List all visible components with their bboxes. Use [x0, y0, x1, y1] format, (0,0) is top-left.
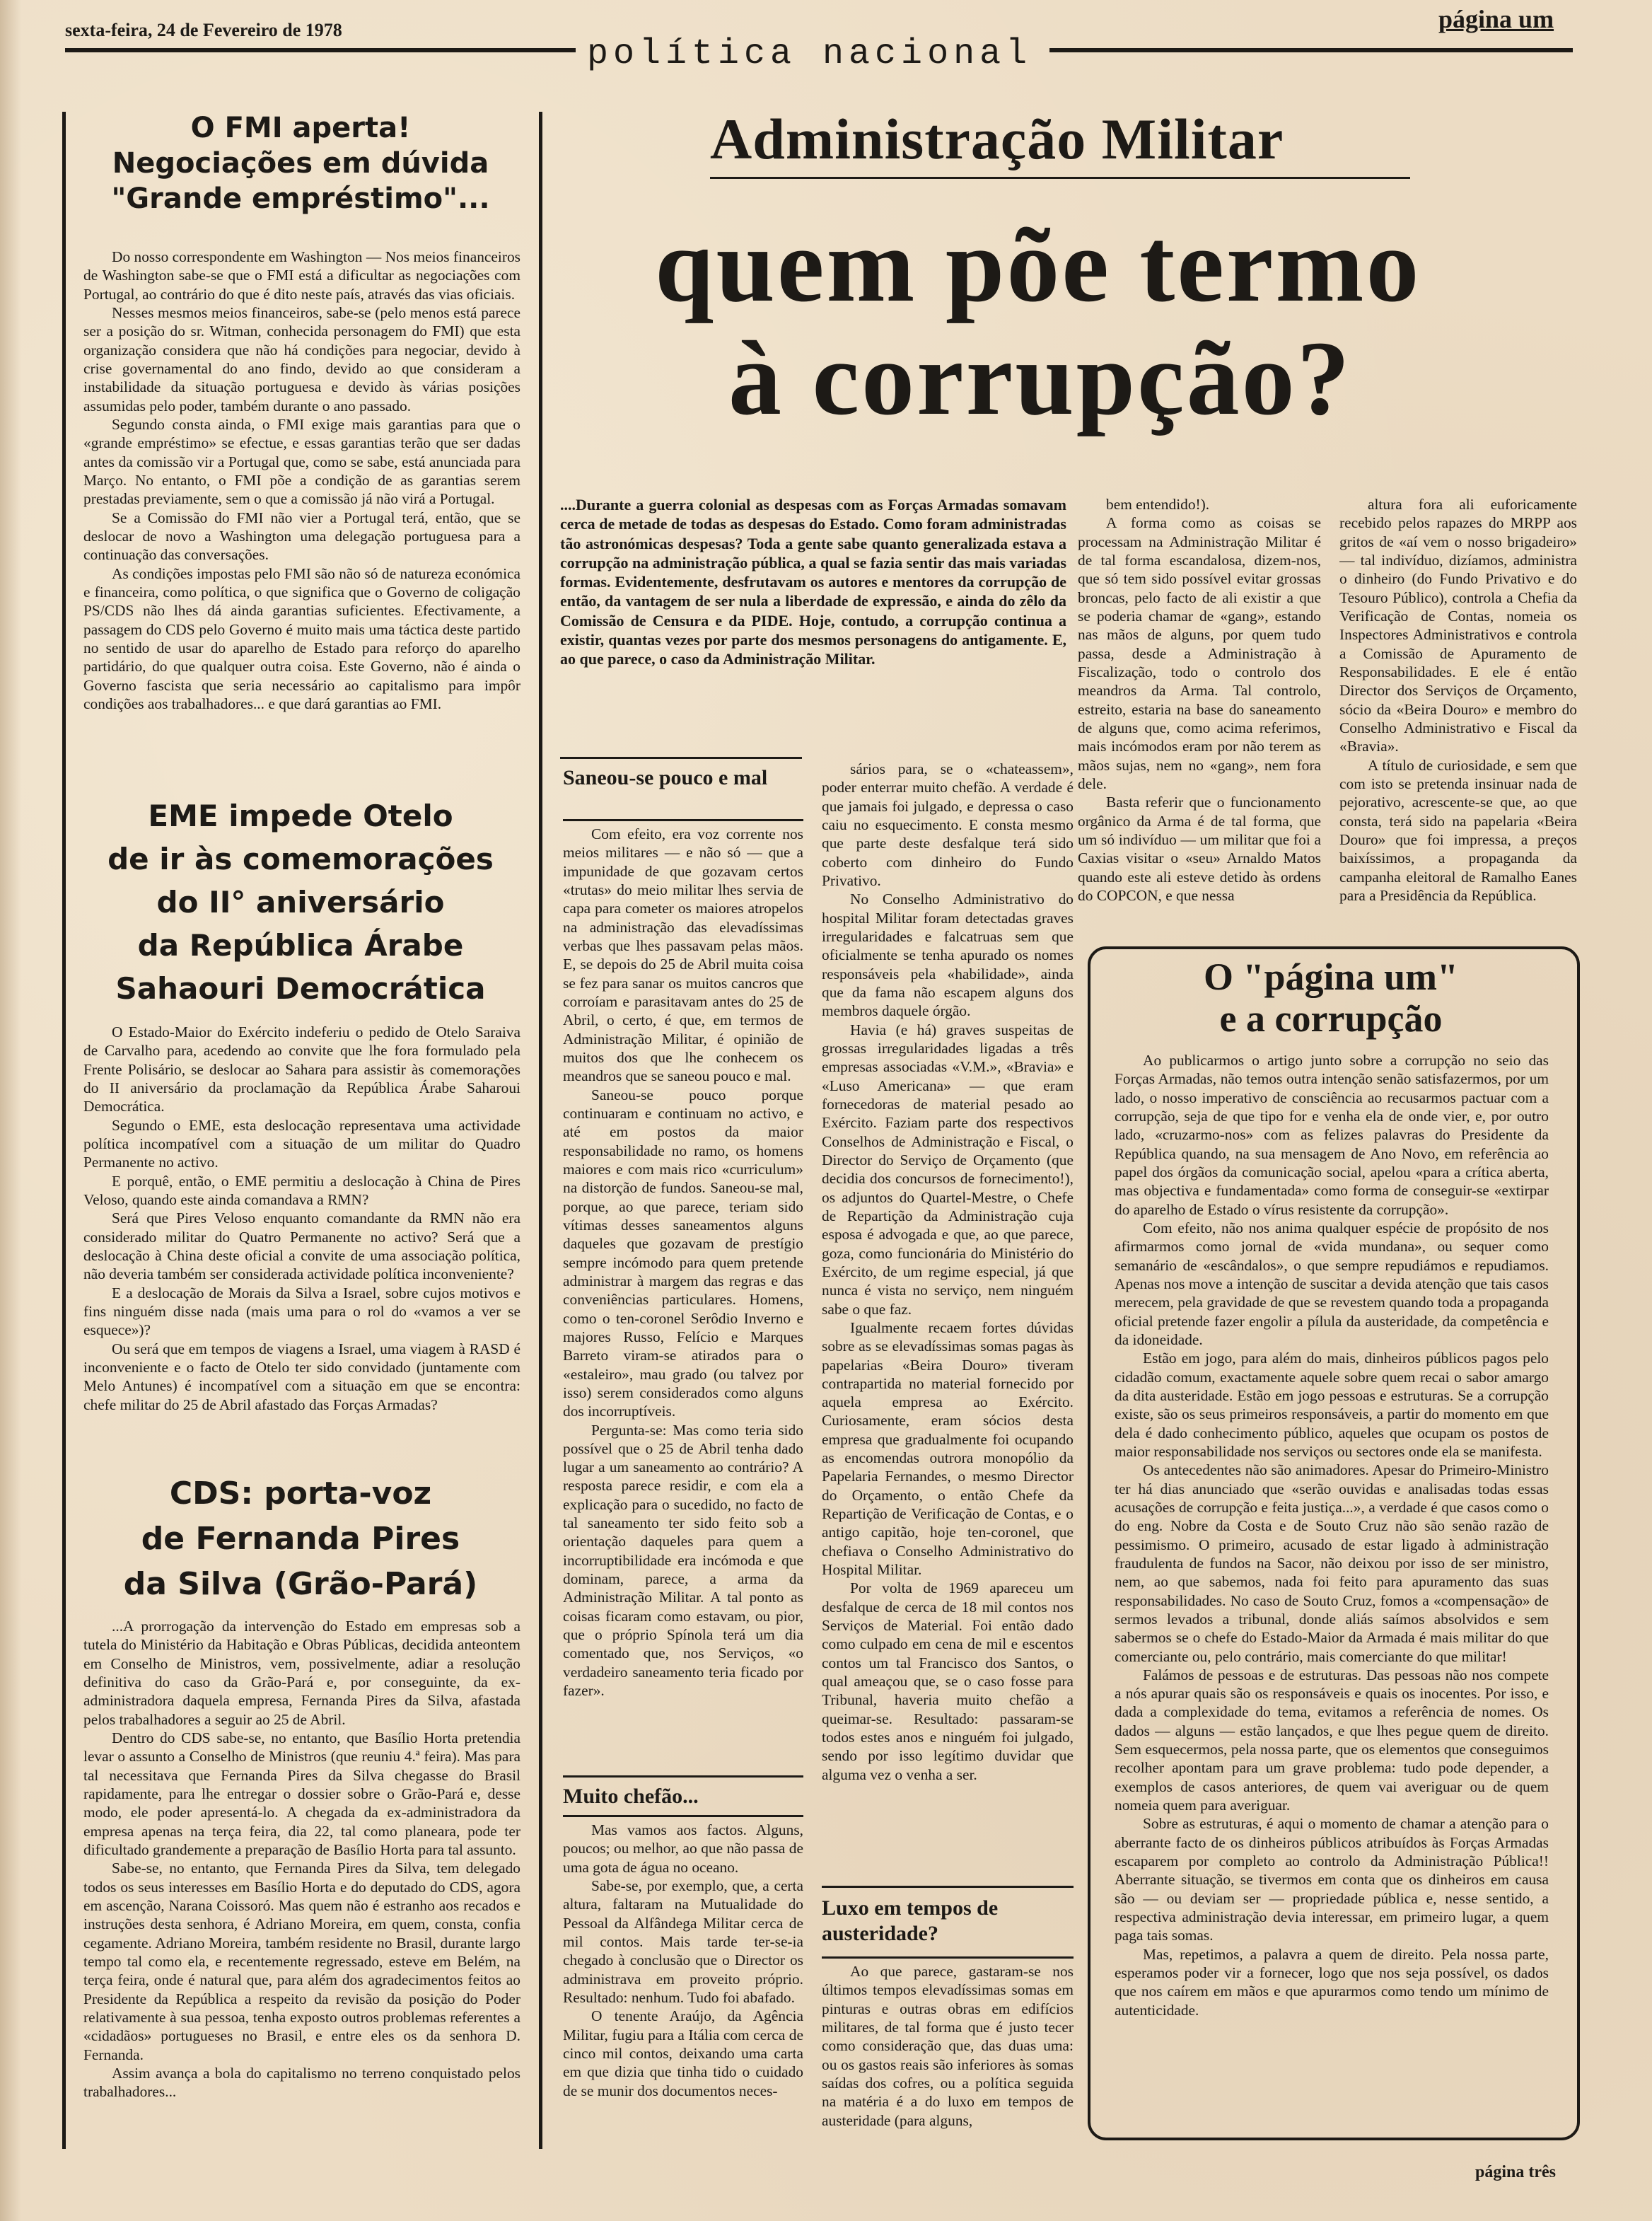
- cds-headline-line: de Fernanda Pires: [141, 1520, 460, 1557]
- eme-headline-line: de ir às comemorações: [107, 841, 494, 876]
- fmi-paragraph: As condições impostas pelo FMI são não só de natureza económica e financeira, como política, o que significa que o Governo de coligação PS/CDS não lhes dá ainda garantias suficientes. Efectivamente, a passagem do CDS pelo Governo é muito mais uma táctica deste partido no sentido de usar do aparelho de Estado para reforço do aparelho partidário, do que qualquer outra coisa. Este Governo, não é ainda o Governo fascista que seria necessário ao capitalismo para impôr condições aos trabalhadores... e que dará garantias ao FMI.: [83, 564, 520, 712]
- col1-paragraph: O tenente Araújo, da Agência Militar, fugiu para a Itália com cerca de cinco mil contos, deixando uma carta em que dizia que tinha tido o cuidado de se munir dos documentos neces-: [563, 2007, 803, 2099]
- eme-headline-line: do II° aniversário: [156, 884, 445, 920]
- cds-paragraph: Sabe-se, no entanto, que Fernanda Pires da Silva, tem delegado todos os seus interesses em Basílio Horta e do deputado do CDS, agora em ascenção, Narana Coissoró. Mas quem não é estranho aos recados e instruções desta senhora, é Adriano Moreira, em quem, consta, confia cegamente. Adriano Moreira, também residente no Brasil, durante largo tempo tal como ela, e recentemente regressado, esteve em Belém, na terça feira, onde é natural que, para além dos agradecimentos feitos ao Presidente da República a respeito da revisão da posição do Poder relativamente à sua pessoa, tenha exposto outros problemas referentes a «cidadãos» portugueses no Brasil, e entre eles os da senhora D. Fernanda.: [83, 1860, 520, 2063]
- col2-paragraph: Havia (e há) graves suspeitas de grossas irregularidades ligadas a três empresas associadas «V.M.», «Bravia» e «Luso Americana» — que eram fornecedoras de material pesado ao Exército. Faziam parte dos respectivos Conselhos de Administração e Fiscal, o Director do Serviço de Orçamento (que decidia dos concursos de fornecimento!), os adjuntos do Quartel-Mestre, o Chefe de Repartição da Administração cuja esposa é advogada e que, ao que parece, goza, como funcionária do Ministério do Exército, de um regime especial, já que nunca é vista no serviço, nem ninguém sabe o que faz.: [822, 1021, 1074, 1318]
- header-rule-right: [1049, 48, 1573, 52]
- left-column-rule-inner: [539, 112, 542, 2149]
- col1-body-a: [563, 825, 803, 1763]
- col2-paragraph: No Conselho Administrativo do hospital Militar foram detectadas graves irregularidades e falcatruas sem que oficialmente se tenha apurado os nomes responsáveis pela «habilidade», ainda que da fama não escapem alguns dos membros daquele órgão.: [822, 891, 1074, 1020]
- col3-body: [1078, 495, 1321, 920]
- header-rule-left: [65, 48, 576, 52]
- subhead-rule: [822, 1956, 1074, 1959]
- fmi-headline-line: Negociações em dúvida: [112, 147, 489, 180]
- subhead-rule: [563, 1815, 803, 1817]
- editorial-paragraph: Sobre as estruturas, é aqui o momento de chamar a atenção para o aberrante facto de os dinheiros públicos atribuídos às Forças Armadas escaparem por completo ao controlo da Administração Pública!! Aberrante situação, se tivermos em conta que os dinheiros em causa são — ou deviam ser — propriedade pública e, nesse sentido, a respectiva administração devia interessar, em primeiro lugar, a quem paga tais somas.: [1115, 1815, 1549, 1944]
- subhead-chefao: Muito chefão...: [563, 1785, 699, 1808]
- col4-paragraph: A título de curiosidade, e sem que com isto se pretenda insinuar nada de pejorativo, acrescente-se que, ao que consta, terá sido na papelaria «Beira Douro» que foi impressa, a preços baixíssimos, a propaganda da campanha eleitoral de Ramalho Eanes para a Presidência da República.: [1339, 756, 1577, 904]
- main-headline-line-1: quem põe termo: [655, 207, 1421, 324]
- section-title: política nacional: [587, 34, 1032, 74]
- fmi-paragraph: Nesses mesmos meios financeiros, sabe-se (pelo menos está parece ser a posição do sr. Witman, conhecida personagem do FMI) que esta organização considera que não há condições para negociar, devido à crise governamental do ano findo, devido ao que consideram a instabilidade da situação portuguesa e devido às várias posições assumidas pelo poder, também durante o ano passado.: [83, 303, 520, 414]
- editorial-box-title: [1088, 956, 1574, 1040]
- editorial-paragraph: Mas, repetimos, a palavra a quem de direito. Pela nossa parte, esperamos poder vir a fornecer, logo que nos seja possível, os dados que nos caírem em mãos e que apurarmos como tendo um mínimo de autenticidade.: [1115, 1945, 1549, 2019]
- fmi-article-body: [83, 248, 520, 771]
- eme-article-body: [83, 1023, 520, 1449]
- eme-headline-line: Sahaouri Democrática: [115, 970, 486, 1006]
- left-column-rule-outer: [62, 112, 66, 2149]
- col2-paragraph: Ao que parece, gastaram-se nos últimos tempos elevadíssimas somas em pinturas e outras obras em edifícios militares, de tal forma que é justo tecer como consideração que, das duas uma: ou os gastos reais são inferiores às somas saídas dos cofres, ou a política seguida na matéria é a do luxo em tempos de austeridade (para alguns,: [822, 1963, 1074, 2129]
- col1-paragraph: Saneou-se pouco porque continuaram e continuam no activo, e até em postos da maior responsabilidade no ramo, os homens maiores e com mais rico «curriculum» na distorção de fundos. Saneou-se mal, porque, ao que parece, teriam sido vítimas desses saneamentos alguns daqueles que gozavam de prestígio sempre incómodo para quem pretende administrar à margem das regras e das conveniências particulares. Homens, como o ten-coronel Serôdio Inverno e majores Russo, Felício e Marques Barreto viram-se atirados para o «estaleiro», mau grado (ou talvez por isso) serem considerados como alguns dos incorruptíveis.: [563, 1086, 803, 1420]
- editorial-paragraph: Falámos de pessoas e de estruturas. Das pessoas não nos compete a nós apurar quais são os responsáveis e quais os inocentes. Por isso, e dada a complexidade do tema, evitamos a referência de nomes. Os dados — alguns — estão lançados, e que lhes pegue quem de direito. Sem esquecermos, pela nossa parte, que os elementos que conseguimos recolher apontam para um grave problema: tudo pode depender, a exemplos de casos anteriores, de quem vai averiguar ou de quem nomeia quem para averiguar.: [1115, 1666, 1549, 1814]
- main-headline-line-2: à corrupção?: [728, 320, 1352, 437]
- lede-rule: [560, 757, 802, 759]
- col3-paragraph: Basta referir que o funcionamento orgânico da Arma é de tal forma, que um só indivíduo — um militar que foi a Caxias visitar o «seu» Arnaldo Matos quando este ali esteve detido às ordens do COPCON, e que nessa: [1078, 794, 1321, 904]
- editorial-paragraph: Ao publicarmos o artigo junto sobre a corrupção no seio das Forças Armadas, não temos outra intenção senão satisfazermos, por um lado, o nosso imperativo de consciência ao recusarmos pactuar com a corrupção, seja de que tipo for e venha ela de onde vier, e, por outro lado, «cruzarmo-nos» com as felizes palavras do Presidente da República quando, na sua mensagem de Ano Novo, em referência ao papel dos órgãos da comunicação social, apelou «para a crítica aberta, mas objectiva e fundamentada» como forma de conseguir-se «extirpar do aparelho de Estado o vírus resistente da corrupção».: [1115, 1052, 1549, 1218]
- col2-body-a: [822, 760, 1074, 1873]
- editorial-paragraph: Os antecedentes não são animadores. Apesar do Primeiro-Ministro ter há dias anunciado que «serão ouvidas e analisadas todas essas acusações de corrupção e feita justiça...», a verdade é que casos como o do eng. Nobre da Costa e de Souto Cruz não são senão razão de pessimismo. O primeiro, acusado de estar ligado à administração fraudulenta de fundos na Sacor, não deixou por isso de ser ministro, nem, ao que sabemos, nada foi feito para apuramento das suas responsabilidades. No caso de Souto Cruz, fomos a «compensação» de sermos levados a tribunal, donde aliás saímos absolvidos e sem sabermos se o chefe do Estado-Maior da Armada é mais militar do que comerciante ou, pelo contrário, mais comerciante do que militar!: [1115, 1461, 1549, 1665]
- eme-paragraph: Ou será que em tempos de viagens a Israel, uma viagem à RASD é inconveniente e o facto de Otelo ter sido convidado (juntamente com Melo Antunes) é incompatível com a situação em que se encontra: chefe militar do 25 de Abril afastado das Forças Armadas?: [83, 1340, 520, 1413]
- eme-paragraph: E a deslocação de Morais da Silva a Israel, sobre cujos motivos e fins ninguém disse nada (mais uma para o rol do «vamos a ver se esquece»)?: [83, 1284, 520, 1339]
- col3-paragraph: bem entendido!).: [1106, 496, 1210, 513]
- fmi-paragraph: Segundo consta ainda, o FMI exige mais garantias para que o «grande empréstimo» se efectue, e essas garantias terão que ser dadas antes da comissão vir a Portugal que, como se sabe, está anunciada para Março. No entanto, o FMI põe a condição de as garantias serem prestadas previamente, sem o que a comissão já não virá a Portugal.: [83, 415, 520, 508]
- cds-headline-line: CDS: porta-voz: [169, 1475, 432, 1512]
- editorial-paragraph: Com efeito, não nos anima qualquer espécie de propósito de nos afirmarmos como jornal de «vida mundana», ou sequer como semanário de «escândalos», o que sempre repudiámos e repudiamos. Apenas nos move a intenção de suscitar a devida atenção que tais casos merecem, pela gravidade de que se revestem quando toda a propaganda oficial pretende fazer engolir a pílula da austeridade, da competência e da idoneidade.: [1115, 1219, 1549, 1348]
- eme-paragraph: Será que Pires Veloso enquanto comandante da RMN não era considerado militar do Quatro Permanente no activo? Será que a deslocação à China deste oficial a convite de uma associação política, não deveria também ser considerada actividade política inconveniente?: [83, 1210, 520, 1283]
- subhead-rule: [563, 819, 803, 821]
- kicker-underline: [710, 177, 1410, 179]
- col1-paragraph: Sabe-se, por exemplo, que, a certa altura, faltaram na Mutualidade do Pessoal da Alfândega Militar cerca de mil contos. Mais tarde ter-se-ia chegado à conclusão que o Director os administrava em proveito próprio. Resultado: nenhum. Tudo foi abafado.: [563, 1877, 803, 2006]
- col4-paragraph: altura fora ali euforicamente recebido pelos rapazes do MRPP aos gritos de «aí vem o nosso brigadeiro» — tal indivíduo, dizíamos, administra o dinheiro (do Fundo Privativo e do Tesouro Público), controla a Chefia da Verificação de Contas, nomeia os Inspectores Administrativos e controla a Comissão de Apuramento de Responsabilidades. E ele é então Director dos Serviços de Orçamento, sócio da «Beira Douro» e membro do Conselho Administrativo e Fiscal da «Bravia».: [1339, 496, 1577, 755]
- col4-body: [1339, 495, 1577, 920]
- fmi-paragraph: Se a Comissão do FMI não vier a Portugal terá, então, que se deslocar de novo a Washington uma delegação portuguesa para a continuação das conversações.: [83, 509, 520, 564]
- col1-paragraph: Com efeito, era voz corrente nos meios militares — e não só — que a impunidade de que gozavam certos «trutas» do meio militar lhes servia de capa para cometer os maiores atropelos na administração das elevadíssimas verbas que lhes passavam pelas mãos. E, se depois do 25 de Abril muita coisa se fez para sanar os muitos cancros que corroíam e parasitavam antes do 25 de Abril, o certo, é que, em termos de Administração Militar, é opinião de muitos dos que lhe conhecem os meandros que se saneou pouco e mal.: [563, 825, 803, 1085]
- main-kicker: Administração Militar: [710, 107, 1284, 171]
- editorial-title-line: O "página um": [1203, 956, 1459, 998]
- subhead-rule: [563, 1775, 803, 1778]
- paper-edge-stain: [0, 0, 21, 2221]
- eme-headline-line: EME impede Otelo: [148, 799, 453, 833]
- subhead-saneou: Saneou-se pouco e mal: [563, 766, 768, 789]
- page-label: página um: [1438, 5, 1554, 33]
- cds-paragraph: Assim avança a bola do capitalismo no terreno conquistado pelos trabalhadores...: [83, 2064, 520, 2101]
- cds-paragraph: ...A prorrogação da intervenção do Estado em empresas sob a tutela do Ministério da Habitação e Obras Públicas, decidida anteontem em Conselho de Ministros, vem, possivelmente, adiar a resolução definitiva do caso da Grão-Pará e, por conseguinte, da ex-administradora daquela empresa, Fernanda Pires da Silva, afastada pelos trabalhadores a seguir ao 25 de Abril.: [83, 1618, 520, 1728]
- subhead-luxo: Luxo em tempos de austeridade?: [822, 1896, 999, 1945]
- col2-paragraph: sários para, se o «chateassem», poder enterrar muito chefão. A verdade é que jamais foi julgado, e depressa o caso caiu no esquecimento. E consta mesmo que parte deste desfalque terá sido coberto com dinheiro do Fundo Privativo.: [822, 760, 1074, 889]
- cds-headline: [71, 1471, 530, 1606]
- issue-date: sexta-feira, 24 de Fevereiro de 1978: [65, 20, 342, 40]
- fmi-headline: [71, 110, 530, 216]
- cds-headline-line: da Silva (Grão-Pará): [123, 1565, 478, 1602]
- eme-paragraph: Segundo o EME, esta deslocação representava uma actividade política incompatível com a situação de um militar do Quadro Permanente no activo.: [83, 1116, 520, 1171]
- col2-body-b: [822, 1962, 1074, 2139]
- editorial-box-body: [1115, 1051, 1549, 2121]
- fmi-headline-line: O FMI aperta!: [190, 112, 411, 144]
- col2-paragraph: Por volta de 1969 apareceu um desfalque de cerca de 18 mil contos nos Serviços de Material. Foi então dado como culpado em cena de mil e escentos contos um tal Francisco dos Santos, o qual ameaçou que, se o caso fosse para Tribunal, haveria muito chefão a queimar-se. Resultado: passaram-se todos estes anos e ninguém foi julgado, sendo por isso legítimo duvidar que alguma vez o venha a ser.: [822, 1579, 1074, 1783]
- editorial-title-line: e a corrupção: [1219, 997, 1443, 1040]
- col3-paragraph: A forma como as coisas se processam na Administração Militar é de tal forma escandalosa, dizem-nos, que só tem sido possível evitar grossas broncas, pelo facto de ali existir a que se poderia chamar de «gang», estando nas mãos de alguns, por quem tudo passa, desde a Administração à Fiscalização, todo o controlo dos meandros da Arma. Tal controlo, estreito, estaria na base do saneamento de alguns que, como acima referimos, mais incómodos eram por não terem as mãos sujas, nem no «gang», nem fora dele.: [1078, 514, 1321, 792]
- eme-headline-line: da República Árabe: [137, 927, 464, 963]
- editorial-paragraph: Estão em jogo, para além do mais, dinheiros públicos pagos pelo cidadão comum, exactamente aquele sobre quem recai o sabor amargo da dita austeridade. Estão em jogo pessoas e estruturas. Se a corrupção existe, são os seus primeiros responsáveis, a partir do momento em que dela é dado conhecimento público, aqueles que ocupam os postos de maior responsabilidade nos serviços ou sectores onde ela se manifesta.: [1115, 1350, 1549, 1460]
- eme-paragraph: O Estado-Maior do Exército indeferiu o pedido de Otelo Saraiva de Carvalho para, acedendo ao convite que lhe fora formulado pela Frente Polisário, se deslocar ao Sahara para assistir às comemorações do II aniversário da proclamação da República Árabe Saharoui Democrática.: [83, 1023, 520, 1115]
- footer-page-label: página três: [1475, 2163, 1556, 2181]
- col2-paragraph: Igualmente recaem fortes dúvidas sobre as se elevadíssimas somas pagas às papelarias «Beira Douro» tiveram contrapartida no material fornecido por aquela empresa ao Exército. Curiosamente, eram sócios desta empresa que gradualmente foi ocupando as encomendas outrora monopólio da Papelaria Fernandes, o mesmo Director do Orçamento, o então Chefe da Repartição de Verificação de Contas, e o antigo capitão, hoje ten-coronel, que chefiava o Conselho Administrativo do Hospital Militar.: [822, 1318, 1074, 1579]
- fmi-headline-line: "Grande empréstimo"...: [111, 182, 490, 215]
- col1-paragraph: Pergunta-se: Mas como teria sido possível que o 25 de Abril tenha dado lugar a um saneamento ao contrário? A resposta parece residir, e com ela a explicação para o sucedido, no facto de tal saneamento ter sido feito sob a orientação daqueles para quem a incorruptibilidade era incómoda e que dominam, parece, a arma da Administração Militar. A tal ponto as coisas ficaram como estavam, ou pior, que o próprio Spínola terá um dia comentado que, nos Serviços, «o verdadeiro saneamento teria ficado por fazer».: [563, 1421, 803, 1700]
- subhead-rule: [822, 1886, 1074, 1888]
- eme-paragraph: E porquê, então, o EME permitiu a deslocação à China de Pires Veloso, quando este ainda comandava a RMN?: [83, 1172, 520, 1208]
- cds-paragraph: Dentro do CDS sabe-se, no entanto, que Basílio Horta pretendia levar o assunto a Conselho de Ministros (que reuniu 4.ª feira). Mas para tal necessitava que Fernanda Pires da Silva chegasse do Brasil rapidamente, para lhe entregar o dossier sobre o Grão-Pará e, desse modo, ele poder apresentá-lo. A chegada da ex-administradora da empresa apenas na terça feira, dia 22, tal como planeara, pode ter dificultado grandemente a preparação de Basílio Horta para tal assunto.: [83, 1729, 520, 1858]
- fmi-paragraph: Do nosso correspondente em Washington — Nos meios financeiros de Washington sabe-se que o FMI está a dificultar as negociações com Portugal, ao contrário do que é dito neste país, através das vias oficiais.: [83, 248, 520, 303]
- cds-article-body: [83, 1617, 520, 2140]
- col1-body-b: [563, 1821, 803, 2139]
- eme-headline: [71, 795, 530, 1010]
- col1-paragraph: Mas vamos aos factos. Alguns, poucos; ou melhor, ao que não passa de uma gota de água no oceano.: [563, 1821, 803, 1876]
- article-lede: ....Durante a guerra colonial as despesas com as Forças Armadas somavam cerca de metade de todas as despesas do Estado. Como foram administradas tão astronómicas despesas? Toda a gente sabe quanto generalizada estava a corrupção na administração pública, a qual se fazia sentir das mais variadas formas. Evidentemente, desfrutavam os autores e mentores da corrupção de então, da vantagem de ser nula a liberdade de expressão, e ainda do zêlo da Comissão de Censura e da PIDE. Hoje, contudo, a corrupção continua a existir, quantas vezes por parte dos mesmos personagens do antigamente. E, ao que parece, o caso da Administração Militar.: [560, 496, 1066, 668]
